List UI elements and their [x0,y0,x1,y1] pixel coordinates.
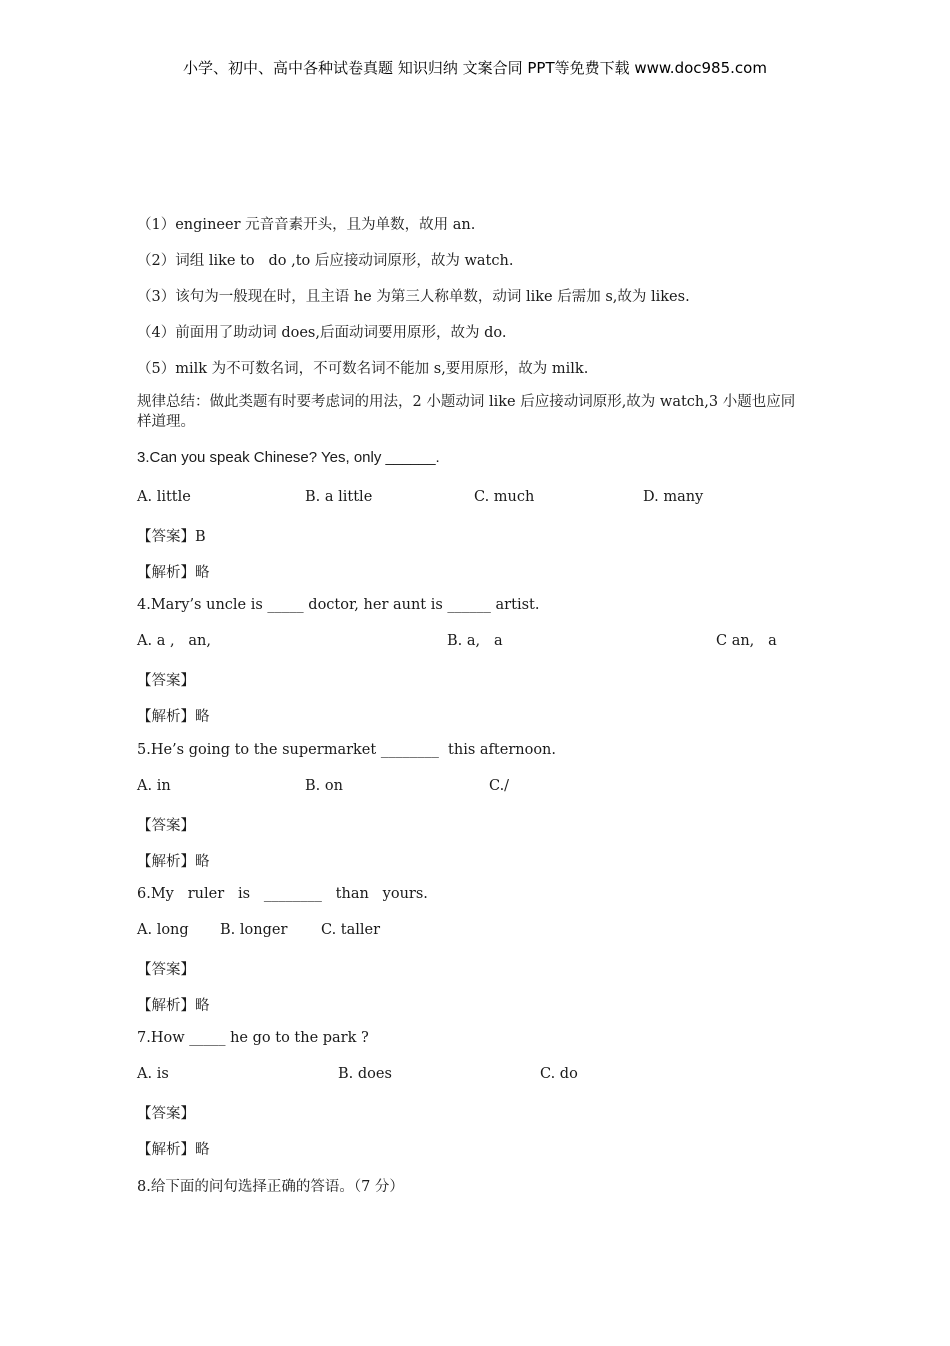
question-3-option-d: D. many [643,489,704,505]
explanation-3: （3）该句为一般现在时，且主语 he 为第三人称单数，动词 like 后需加 s,故为 likes. [137,289,690,305]
question-6-stem: 6.My ruler is ________ than yours. [137,886,428,902]
explanation-4: （4）前面用了助动词 does,后面动词要用原形，故为 do. [137,325,507,341]
explanation-2: （2）词组 like to do ,to 后应接动词原形，故为 watch. [137,253,514,269]
question-3-answer: 【答案】B [137,529,206,545]
page-header: 小学、初中、高中各种试卷真题 知识归纳 文案合同 PPT等免费下载 www.doc985.com [183,59,767,77]
question-3-option-c: C. much [474,489,535,505]
question-7-option-b: B. does [338,1066,392,1082]
question-7-answer: 【答案】 [137,1106,195,1122]
question-4-stem: 4.Mary’s uncle is _____ doctor, her aunt is ______ artist. [137,597,540,613]
question-4-option-c: C an, a [716,633,777,649]
question-7-analysis: 【解析】略 [137,1142,210,1158]
question-5-option-a: A. in [137,778,171,794]
question-7-option-c: C. do [540,1066,578,1082]
question-3-option-a: A. little [137,489,191,505]
question-6-analysis: 【解析】略 [137,998,210,1014]
question-5-stem: 5.He’s going to the supermarket ________ this afternoon. [137,742,556,758]
question-6-option-c: C. taller [321,922,381,938]
question-8-stem: 8.给下面的问句选择正确的答语。（7 分） [137,1179,404,1195]
rule-summary: 规律总结：做此类题有时要考虑词的用法，2 小题动词 like 后应接动词原形,故为 watch,3 小题也应同样道理。 [137,394,796,430]
question-5-option-b: B. on [305,778,343,794]
question-5-answer: 【答案】 [137,818,195,834]
question-3-stem: 3.Can you speak Chinese? Yes, only ______. [137,449,440,466]
question-4-answer: 【答案】 [137,673,195,689]
question-3-analysis: 【解析】略 [137,565,210,581]
question-5-analysis: 【解析】略 [137,854,210,870]
question-6-option-a: A. long [137,922,189,938]
question-6-answer: 【答案】 [137,962,195,978]
question-4-option-a: A. a , an, [137,633,211,649]
question-4-analysis: 【解析】略 [137,709,210,725]
explanation-5: （5）milk 为不可数名词，不可数名词不能加 s,要用原形，故为 milk. [137,361,589,377]
question-5-option-c: C./ [489,778,510,794]
question-7-stem: 7.How _____ he go to the park ? [137,1030,369,1046]
question-4-option-b: B. a, a [447,633,503,649]
question-7-option-a: A. is [137,1066,169,1082]
question-6-option-b: B. longer [220,922,288,938]
question-3-option-b: B. a little [305,489,373,505]
explanation-1: （1）engineer 元音音素开头，且为单数，故用 an. [137,217,476,233]
